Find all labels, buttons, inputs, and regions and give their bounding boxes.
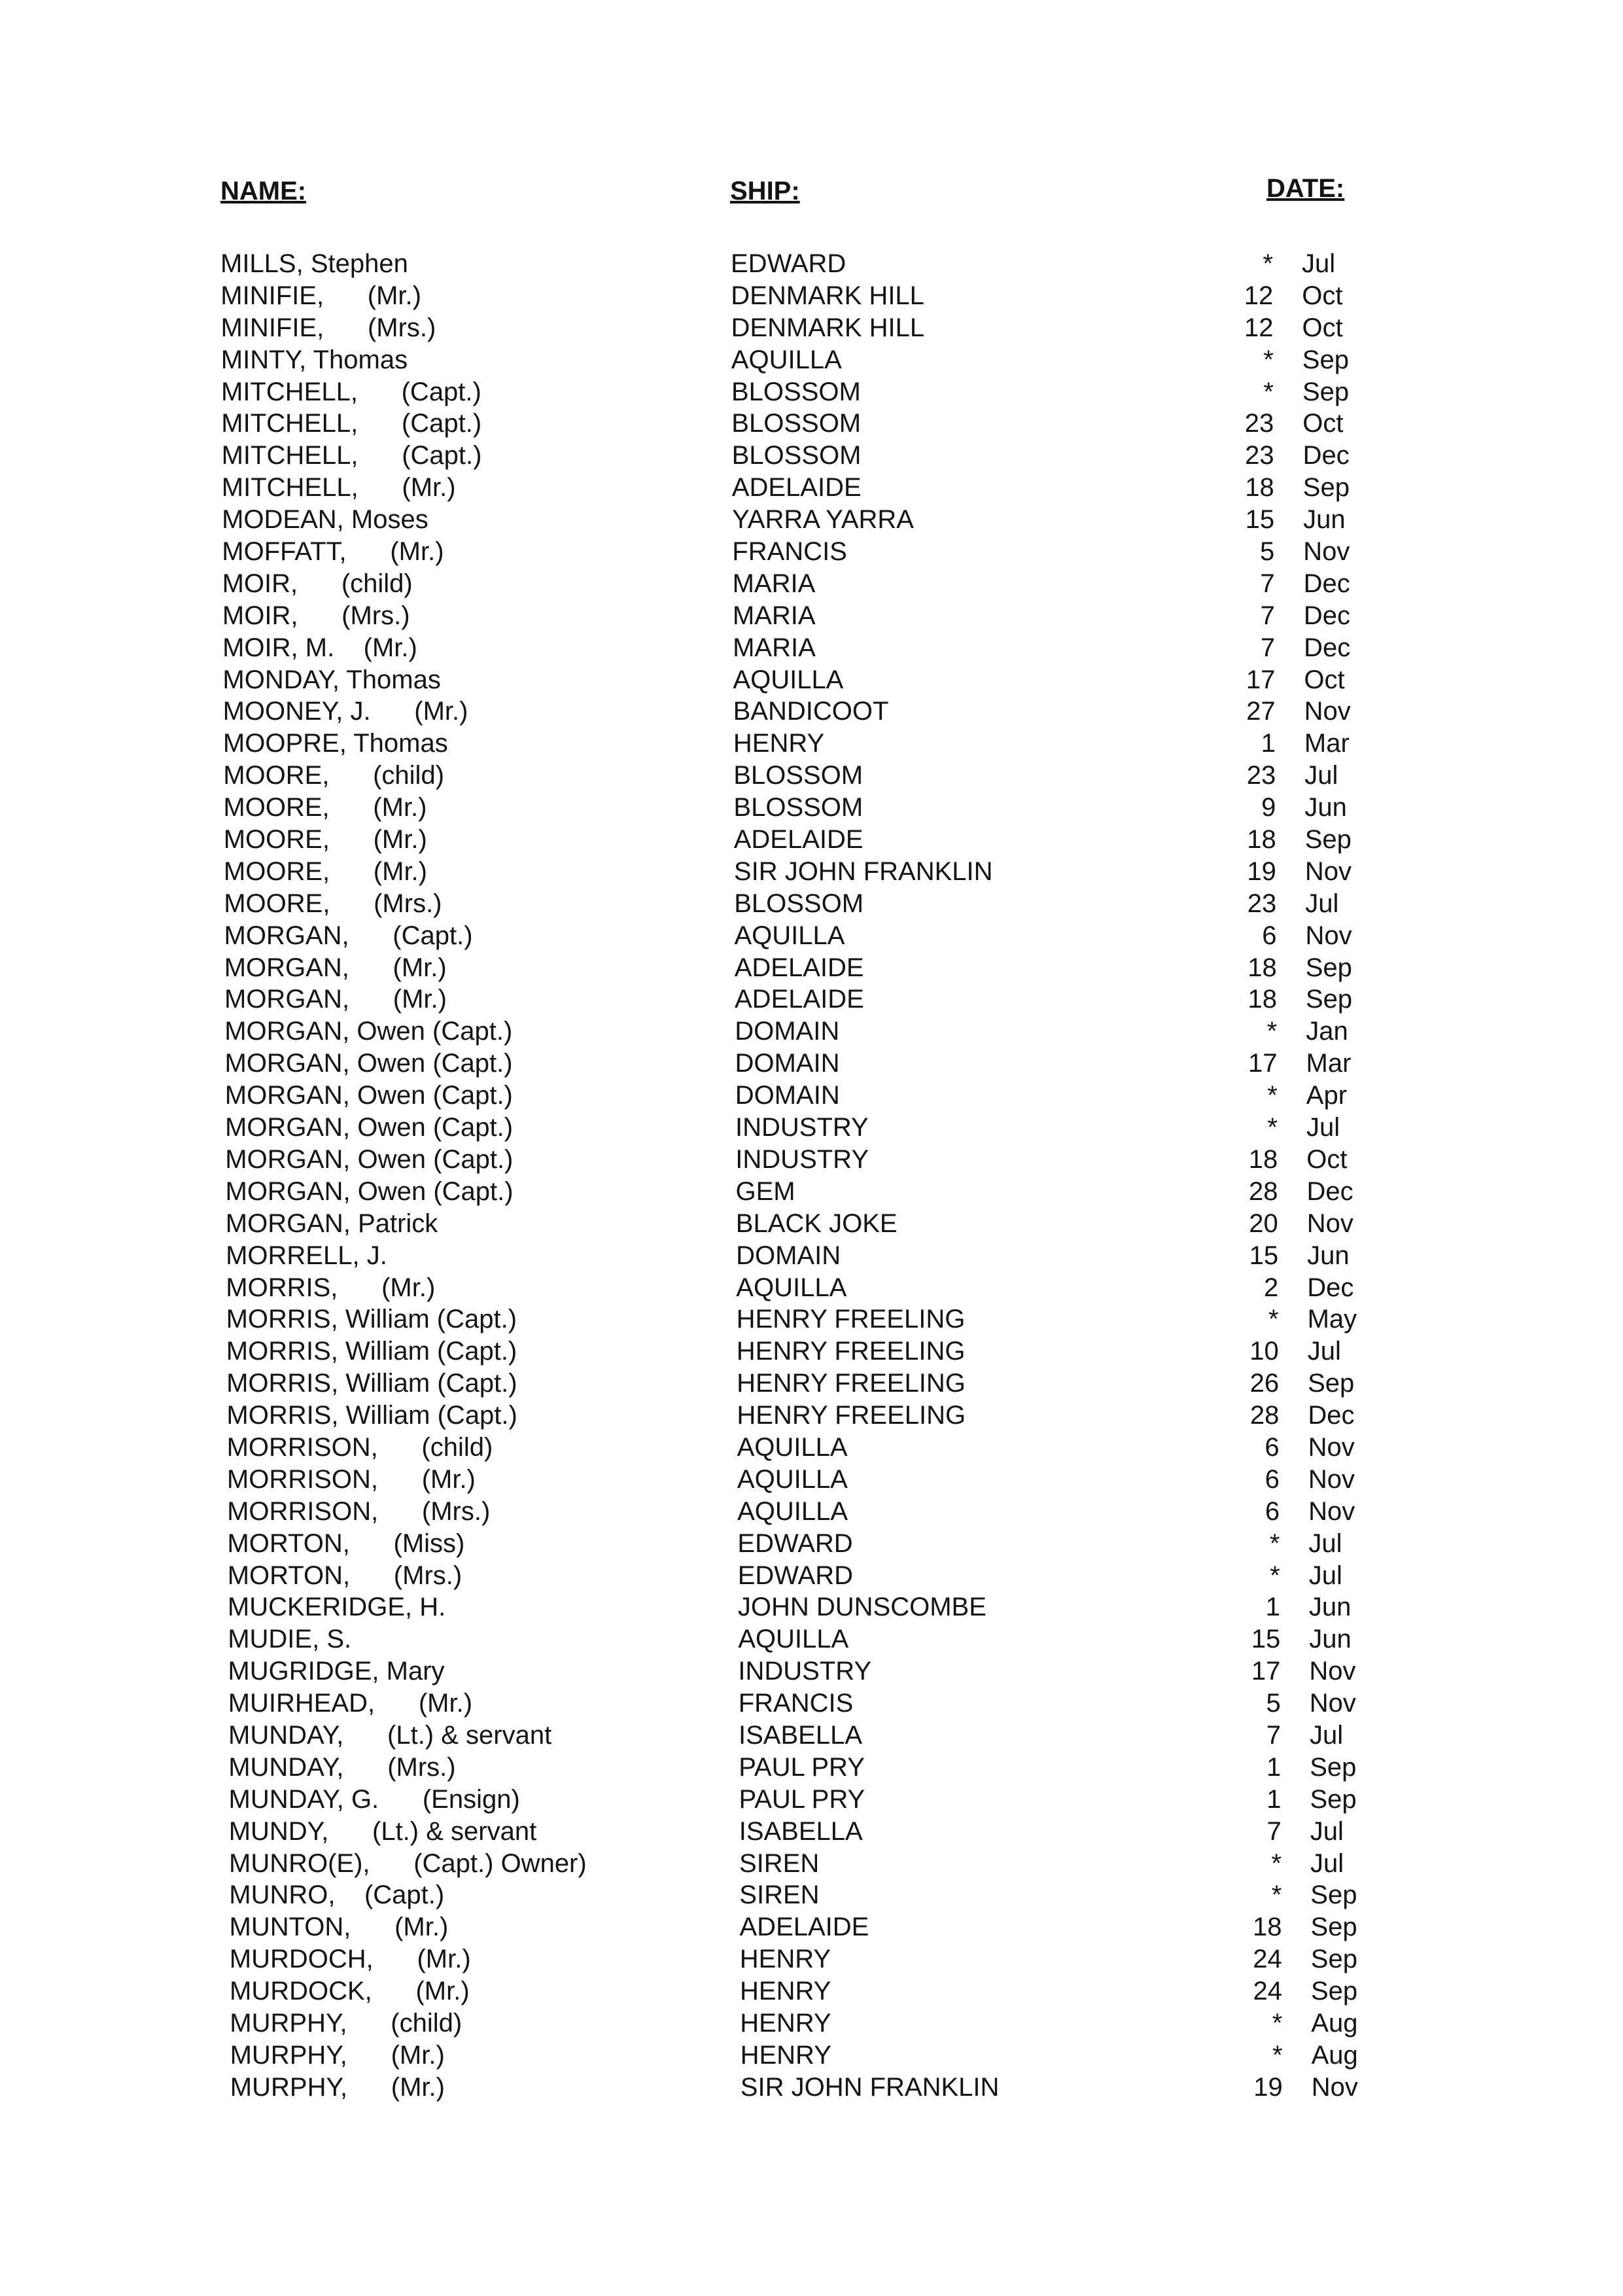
list-row (8, 1720, 1623, 1752)
list-row (3, 792, 1623, 824)
entry-name: MOORE, (Mr.) (223, 857, 427, 886)
list-row (6, 1368, 1623, 1400)
entry-day: * (1263, 377, 1274, 406)
entry-month: Dec (1304, 633, 1351, 662)
entry-ship: BLOSSOM (731, 409, 862, 438)
list-row (9, 1975, 1623, 2007)
entry-ship: DOMAIN (735, 1049, 840, 1078)
entry-day: 17 (1251, 1657, 1281, 1686)
entry-day: * (1267, 1113, 1278, 1142)
header-name: NAME: (220, 177, 307, 205)
entry-name: MILLS, Stephen (220, 249, 408, 278)
entry-name: MUGRIDGE, Mary (228, 1657, 445, 1686)
entry-month: Nov (1309, 1689, 1356, 1718)
entry-month: Nov (1305, 921, 1352, 950)
entry-month: Aug (1311, 2008, 1358, 2038)
entry-month: Sep (1308, 1369, 1355, 1398)
entry-name: MORRELL, J. (226, 1241, 387, 1270)
list-row (4, 952, 1623, 984)
entry-day: 6 (1265, 1496, 1280, 1526)
entry-month: Sep (1310, 1752, 1357, 1782)
entry-ship: ADELAIDE (731, 473, 862, 503)
entry-name: MUDIE, S. (228, 1625, 352, 1654)
entry-name: MOIR, M. (Mr.) (222, 633, 417, 662)
entry-ship: DOMAIN (735, 1017, 840, 1046)
entry-name: MINIFIE, (Mrs.) (220, 313, 436, 342)
entry-month: Sep (1302, 377, 1350, 406)
entry-month: Jul (1310, 1816, 1344, 1846)
entry-day: 5 (1266, 1689, 1281, 1718)
entry-name: MORGAN, Owen (Capt.) (224, 1049, 513, 1078)
entry-name: MINIFIE, (Mr.) (220, 281, 421, 310)
entry-day: 15 (1251, 1625, 1281, 1654)
list-row (7, 1560, 1623, 1592)
entry-name: MORRISON, (child) (226, 1432, 493, 1462)
entry-ship: INDUSTRY (735, 1113, 869, 1142)
entry-month: Aug (1311, 2040, 1358, 2070)
entry-day: 17 (1248, 1049, 1278, 1078)
entry-day: 27 (1246, 697, 1276, 726)
entry-day: * (1268, 1305, 1279, 1334)
entry-day: 12 (1244, 313, 1274, 342)
header-ship: SHIP: (730, 177, 800, 205)
entry-name: MOFFATT, (Mr.) (222, 537, 444, 567)
entry-name: MORTON, (Miss) (227, 1528, 465, 1558)
list-row (5, 1112, 1623, 1144)
entry-ship: SIR JOHN FRANKLIN (733, 857, 993, 886)
entry-name: MURPHY, (Mr.) (230, 2072, 445, 2102)
list-row (9, 1911, 1623, 1943)
entry-day: 23 (1244, 409, 1274, 438)
entry-ship: PAUL PRY (739, 1784, 865, 1814)
entry-ship: HENRY (733, 729, 825, 758)
entry-day: 7 (1260, 569, 1275, 598)
entry-ship: FRANCIS (738, 1689, 854, 1718)
list-row (1, 344, 1623, 376)
entry-day: 7 (1260, 633, 1276, 662)
entry-month: Apr (1306, 1081, 1348, 1110)
entry-month: Sep (1305, 953, 1352, 982)
entry-name: MITCHELL, (Capt.) (221, 441, 482, 470)
entry-name: MORRIS, William (Capt.) (226, 1337, 517, 1366)
entry-name: MUNRO, (Capt.) (229, 1881, 445, 1910)
entry-name: MITCHELL, (Capt.) (221, 377, 481, 406)
entry-ship: HENRY FREELING (737, 1401, 966, 1430)
list-row (3, 760, 1623, 792)
entry-day: 23 (1245, 441, 1274, 470)
list-row (1, 440, 1623, 472)
entry-name: MOIR, (Mrs.) (222, 601, 410, 630)
entry-name: MURPHY, (child) (230, 2008, 462, 2038)
entry-month: Dec (1303, 601, 1351, 630)
passenger-list (0, 248, 1623, 2104)
entry-day: 23 (1246, 761, 1276, 790)
entry-ship: HENRY (740, 2040, 831, 2070)
entry-name: MORGAN, (Mr.) (224, 953, 447, 982)
entry-month: Nov (1304, 697, 1351, 726)
entry-day: 7 (1266, 1720, 1281, 1750)
list-row (1, 472, 1623, 504)
entry-day: 12 (1244, 281, 1274, 310)
entry-ship: INDUSTRY (738, 1657, 872, 1686)
entry-ship: BLOSSOM (733, 793, 864, 822)
entry-name: MORGAN, Owen (Capt.) (224, 1017, 513, 1046)
entry-name: MOORE, (Mr.) (223, 825, 427, 855)
entry-day: 6 (1265, 1464, 1280, 1494)
list-row (9, 2007, 1623, 2040)
entry-month: Oct (1304, 665, 1345, 694)
entry-ship: JOHN DUNSCOMBE (737, 1593, 986, 1622)
entry-month: Jun (1308, 1593, 1352, 1622)
entry-day: 10 (1249, 1337, 1279, 1366)
entry-day: 7 (1266, 1816, 1282, 1846)
entry-ship: HENRY FREELING (736, 1305, 966, 1334)
entry-day: 23 (1247, 889, 1277, 918)
list-row (0, 248, 1623, 280)
entry-ship: BLOSSOM (731, 441, 862, 470)
entry-month: Nov (1308, 1496, 1355, 1526)
entry-day: * (1271, 1848, 1282, 1878)
entry-ship: ADELAIDE (734, 953, 864, 982)
entry-day: 18 (1253, 1913, 1282, 1942)
entry-ship: AQUILLA (733, 665, 844, 694)
entry-name: MUCKERIDGE, H. (227, 1593, 446, 1622)
entry-day: * (1269, 1528, 1280, 1558)
entry-month: Jul (1306, 1113, 1340, 1142)
list-row (7, 1655, 1623, 1687)
entry-ship: BLOSSOM (731, 377, 861, 406)
list-row (2, 632, 1623, 664)
list-row (7, 1496, 1623, 1528)
entry-ship: AQUILLA (737, 1432, 848, 1462)
entry-month: Jul (1310, 1848, 1344, 1878)
list-row (7, 1432, 1623, 1464)
entry-day: 7 (1260, 601, 1275, 630)
list-row (5, 1208, 1623, 1240)
entry-month: Oct (1306, 1144, 1348, 1174)
entry-month: Mar (1304, 729, 1350, 758)
list-row (7, 1528, 1623, 1560)
entry-ship: MARIA (732, 569, 816, 598)
entry-day: 15 (1245, 505, 1275, 535)
list-row (1, 408, 1623, 440)
list-row (8, 1687, 1623, 1720)
entry-name: MINTY, Thomas (220, 345, 408, 374)
entry-month: Nov (1309, 1657, 1356, 1686)
entry-day: 19 (1253, 2072, 1283, 2102)
list-row (10, 2040, 1623, 2072)
entry-day: * (1263, 345, 1274, 374)
list-row (4, 1016, 1623, 1048)
entry-name: MURPHY, (Mr.) (230, 2040, 445, 2070)
entry-day: 26 (1249, 1369, 1280, 1398)
entry-ship: BLACK JOKE (735, 1209, 898, 1238)
entry-name: MONDAY, Thomas (222, 665, 441, 694)
entry-ship: GEM (735, 1176, 795, 1206)
entry-month: Sep (1306, 985, 1353, 1014)
entry-name: MORGAN, Owen (Capt.) (225, 1144, 514, 1174)
list-row (5, 1176, 1623, 1208)
entry-day: 2 (1264, 1273, 1279, 1302)
entry-name: MUNDY, (Lt.) & servant (228, 1816, 537, 1846)
entry-ship: YARRA YARRA (732, 505, 914, 535)
entry-name: MORRIS, William (Capt.) (226, 1369, 517, 1398)
entry-name: MUNDAY, (Mrs.) (228, 1752, 456, 1782)
entry-ship: EDWARD (737, 1528, 853, 1558)
entry-day: * (1270, 1561, 1280, 1590)
list-row (2, 600, 1623, 632)
entry-ship: FRANCIS (732, 537, 847, 567)
entry-ship: DENMARK HILL (731, 313, 925, 342)
entry-name: MITCHELL, (Capt.) (221, 409, 482, 438)
entry-ship: DENMARK HILL (731, 281, 924, 310)
list-row (3, 824, 1623, 856)
entry-day: 18 (1248, 1144, 1278, 1174)
entry-ship: PAUL PRY (739, 1752, 865, 1782)
entry-month: Nov (1308, 1464, 1355, 1494)
header-date: DATE: (1266, 174, 1345, 203)
entry-day: 19 (1247, 857, 1276, 886)
entry-day: 1 (1261, 729, 1276, 758)
list-row (7, 1464, 1623, 1496)
entry-day: * (1263, 249, 1273, 278)
entry-ship: HENRY (739, 1945, 831, 1974)
entry-ship: SIREN (739, 1848, 820, 1878)
list-row (3, 888, 1623, 920)
entry-ship: AQUILLA (734, 921, 845, 950)
entry-day: 6 (1265, 1432, 1280, 1462)
list-row (2, 664, 1623, 696)
entry-ship: HENRY (740, 2008, 831, 2038)
entry-month: Jun (1309, 1625, 1352, 1654)
entry-name: MORGAN, Owen (Capt.) (225, 1113, 514, 1142)
entry-ship: SIR JOHN FRANKLIN (740, 2072, 1000, 2102)
entry-ship: AQUILLA (737, 1464, 848, 1494)
entry-month: Jul (1304, 761, 1338, 790)
list-row (1, 312, 1623, 344)
entry-name: MURDOCH, (Mr.) (229, 1945, 471, 1974)
list-row (2, 568, 1623, 600)
list-row (7, 1591, 1623, 1623)
list-row (10, 2072, 1623, 2104)
entry-month: May (1307, 1305, 1357, 1334)
list-row (4, 983, 1623, 1016)
entry-month: Dec (1306, 1176, 1353, 1206)
entry-name: MUNDAY, G. (Ensign) (228, 1784, 520, 1814)
entry-month: Sep (1310, 1784, 1357, 1814)
entry-month: Sep (1310, 1881, 1357, 1910)
list-row (8, 1752, 1623, 1784)
entry-name: MORRISON, (Mrs.) (227, 1496, 491, 1526)
entry-ship: ADELAIDE (735, 985, 864, 1014)
list-row (3, 728, 1623, 760)
entry-month: Nov (1303, 537, 1350, 567)
entry-name: MUNTON, (Mr.) (229, 1913, 449, 1942)
entry-month: Dec (1307, 1273, 1354, 1302)
entry-day: 9 (1261, 793, 1276, 822)
entry-ship: HENRY FREELING (737, 1369, 966, 1398)
entry-month: Sep (1302, 345, 1349, 374)
entry-name: MOORE, (child) (223, 761, 445, 790)
list-row (5, 1240, 1623, 1272)
entry-month: Jun (1307, 1241, 1350, 1270)
entry-day: * (1271, 1881, 1282, 1910)
entry-ship: ISABELLA (739, 1720, 863, 1750)
list-row (1, 376, 1623, 408)
entry-day: 24 (1253, 1977, 1282, 2006)
entry-ship: HENRY FREELING (736, 1337, 966, 1366)
entry-ship: EDWARD (737, 1561, 853, 1590)
entry-ship: AQUILLA (731, 345, 842, 374)
list-row (9, 1848, 1623, 1880)
entry-month: Jun (1303, 505, 1346, 535)
entry-month: Sep (1302, 473, 1350, 503)
entry-month: Jan (1306, 1017, 1348, 1046)
entry-ship: AQUILLA (737, 1496, 848, 1526)
entry-name: MORRIS, William (Capt.) (226, 1305, 517, 1334)
list-row (3, 696, 1623, 728)
entry-name: MORGAN, Owen (Capt.) (225, 1176, 514, 1206)
entry-name: MORTON, (Mrs.) (227, 1561, 462, 1590)
list-row (6, 1335, 1623, 1368)
entry-ship: EDWARD (731, 249, 846, 278)
entry-month: Oct (1302, 281, 1343, 310)
entry-name: MUNRO(E), (Capt.) Owner) (229, 1848, 587, 1878)
entry-month: Nov (1306, 1209, 1353, 1238)
entry-day: * (1267, 1081, 1278, 1110)
entry-name: MOIR, (child) (222, 569, 413, 598)
list-row (6, 1400, 1623, 1432)
list-row (0, 280, 1623, 312)
entry-month: Nov (1311, 2072, 1358, 2102)
entry-ship: AQUILLA (738, 1625, 849, 1654)
list-row (5, 1144, 1623, 1176)
entry-day: 20 (1249, 1209, 1278, 1238)
entry-ship: ADELAIDE (739, 1913, 869, 1942)
entry-name: MODEAN, Moses (222, 505, 428, 535)
entry-ship: SIREN (739, 1881, 820, 1910)
entry-day: 15 (1249, 1241, 1279, 1270)
entry-name: MORRISON, (Mr.) (226, 1464, 476, 1494)
list-row (5, 1048, 1623, 1080)
list-row (5, 1080, 1623, 1112)
entry-name: MORGAN, Owen (Capt.) (224, 1081, 513, 1110)
entry-day: 18 (1245, 473, 1274, 503)
entry-month: Sep (1304, 825, 1352, 855)
entry-day: 28 (1249, 1176, 1278, 1206)
entry-month: Jul (1310, 1720, 1344, 1750)
entry-month: Nov (1304, 857, 1352, 886)
entry-month: Dec (1302, 441, 1350, 470)
entry-ship: AQUILLA (736, 1273, 847, 1302)
entry-day: * (1272, 2040, 1283, 2070)
entry-name: MITCHELL, (Mr.) (221, 473, 456, 503)
entry-day: 1 (1265, 1593, 1280, 1622)
entry-month: Dec (1303, 569, 1350, 598)
list-row (6, 1303, 1623, 1335)
entry-day: 28 (1249, 1401, 1280, 1430)
list-row (9, 1816, 1623, 1848)
list-row (7, 1623, 1623, 1655)
entry-name: MORGAN, (Capt.) (224, 921, 473, 950)
entry-ship: INDUSTRY (735, 1144, 869, 1174)
entry-name: MOORE, (Mrs.) (224, 889, 442, 918)
entry-day: 24 (1253, 1945, 1282, 1974)
entry-name: MUIRHEAD, (Mr.) (228, 1689, 473, 1718)
entry-month: Jul (1302, 249, 1336, 278)
entry-day: * (1272, 2008, 1283, 2038)
list-row (1, 504, 1623, 536)
entry-ship: ADELAIDE (733, 825, 864, 855)
entry-ship: BLOSSOM (734, 889, 864, 918)
entry-name: MOONEY, J. (Mr.) (222, 697, 468, 726)
entry-ship: DOMAIN (735, 1081, 840, 1110)
entry-month: Sep (1310, 1913, 1357, 1942)
entry-day: * (1266, 1017, 1278, 1046)
entry-month: Nov (1308, 1432, 1355, 1462)
entry-name: MOOPRE, Thomas (222, 729, 448, 758)
entry-month: Oct (1302, 313, 1343, 342)
entry-month: Jul (1307, 1337, 1341, 1366)
entry-ship: DOMAIN (736, 1241, 841, 1270)
list-row (5, 1272, 1623, 1304)
entry-day: 5 (1260, 537, 1275, 567)
entry-day: 1 (1266, 1784, 1282, 1814)
entry-day: 6 (1262, 921, 1277, 950)
entry-month: Jul (1308, 1528, 1342, 1558)
entry-name: MORRIS, (Mr.) (226, 1273, 436, 1302)
entry-month: Jun (1304, 793, 1347, 822)
entry-ship: MARIA (732, 601, 816, 630)
entry-day: 18 (1247, 825, 1276, 855)
entry-ship: BLOSSOM (733, 761, 864, 790)
list-row (9, 1879, 1623, 1911)
entry-ship: HENRY (740, 1977, 831, 2006)
entry-month: Jul (1308, 1561, 1342, 1590)
entry-ship: MARIA (733, 633, 816, 662)
entry-month: Sep (1310, 1945, 1357, 1974)
entry-name: MORGAN, Patrick (225, 1209, 438, 1238)
entry-day: 18 (1248, 985, 1277, 1014)
entry-name: MUNDAY, (Lt.) & servant (228, 1720, 552, 1750)
list-row (3, 856, 1623, 888)
entry-month: Jul (1305, 889, 1339, 918)
entry-day: 1 (1266, 1752, 1282, 1782)
entry-month: Dec (1308, 1401, 1355, 1430)
entry-name: MORGAN, (Mr.) (224, 985, 447, 1014)
entry-day: 18 (1248, 953, 1277, 982)
list-row (9, 1784, 1623, 1816)
entry-month: Oct (1302, 409, 1344, 438)
list-row (1, 536, 1623, 568)
entry-name: MORRIS, William (Capt.) (226, 1401, 517, 1430)
entry-month: Sep (1311, 1977, 1358, 2006)
entry-name: MOORE, (Mr.) (223, 793, 427, 822)
entry-month: Mar (1306, 1049, 1352, 1078)
entry-ship: ISABELLA (739, 1816, 863, 1846)
entry-day: 17 (1246, 665, 1276, 694)
entry-name: MURDOCK, (Mr.) (230, 1977, 470, 2006)
list-row (4, 920, 1623, 952)
list-row (9, 1943, 1623, 1975)
entry-ship: BANDICOOT (733, 697, 889, 726)
